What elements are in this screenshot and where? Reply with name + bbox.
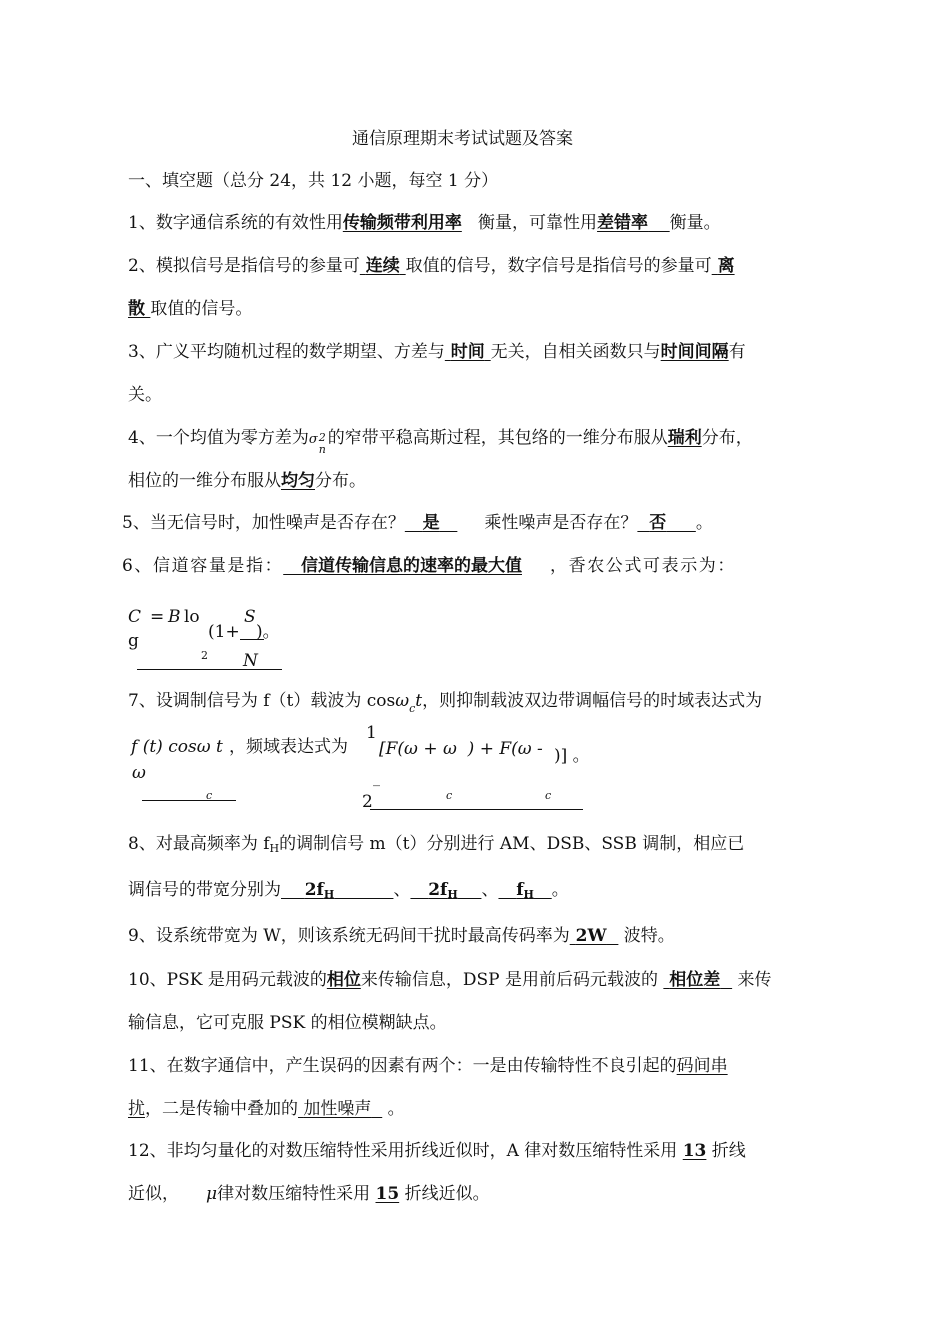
question-11-cont: 扰，二是传输中叠加的 加性噪声 。 xyxy=(128,1099,405,1119)
answer-5a: 是 xyxy=(422,513,440,533)
answer-2b: 离 xyxy=(717,256,735,276)
answer-10a: 相位 xyxy=(326,970,361,990)
answer-2a: 连续 xyxy=(365,256,400,276)
mu-symbol: μ xyxy=(206,1184,218,1204)
question-10-cont: 输信息，它可克服 PSK 的相位模糊缺点。 xyxy=(128,1013,447,1033)
section-heading: 一、填空题（总分 24，共 12 小题，每空 1 分） xyxy=(128,171,499,191)
question-10: 10、PSK 是用码元载波的相位来传输信息，DSP 是用前后码元载波的 相位差 来传 xyxy=(128,970,772,990)
answer-10b: 相位差 xyxy=(669,970,721,990)
document-page: 通信原理期末考试试题及答案 一、填空题（总分 24，共 12 小题，每空 1 分） 1、数字通信系统的有效性用传输频带利用率 衡量，可靠性用差错率 衡量。 2、模拟信号是指信号的参量可 连续 取值的信号，数字信号是指信号的参量可 离 散 取值的信号。 3、广义平均随机过程的数学期望、方差与 时间 无关，自相关函数只与时间间隔有 关。 4、一个均值为零方差为σ 2 n 的窄带平稳高斯过程，其包络的一维分布服从瑞利分布， 相位的一维分布服从均匀分布。 5、当无信号时，加性噪声是否存在？ 是 乘性噪声是否存在？ 否 。 6、信道容量是指： 信道传输信息的速率的最大值 ，香农公式可表示为： C = B lo g (1+ S )。 2 N 7、设调制信号为 f（t）载波为 cosω$_c$t，则抑制载波双边带调幅信号的时域表达式为 f (t) cosω t ，频域表达式为 ω c 1 _ 2 [F(ω + ω ) + F(ω - )] 。 c c 8、对最高频率为 fH的调制信号 m（t）分别进行 AM、DSB、SSB 调制，相应已 调信号的带宽分别为 2fH 、 2fH 、 fH 。 9、设系统带宽为 W，则该系统无码间干扰时最高传码率为 2W 波特。 10、PSK 是用码元载波的相位来传输信息，DSP 是用前后码元载波的 相位差 来传 输信息，它可克服 PSK 的相位模糊缺点。 11、在数字通信中，产生误码的因素有两个：一是由传输特性不良引起的码间串 扰，二是传输中叠加的 加性噪声 。 12、非均匀量化的对数压缩特性采用折线近似时，A 律对数压缩特性采用 13 折线 近似， μ律对数压缩特性采用 15 折线近似。 xyxy=(122,129,772,1204)
answer-12b: 15 xyxy=(375,1184,400,1204)
question-5: 5、当无信号时，加性噪声是否存在？ 是 乘性噪声是否存在？ 否 。 xyxy=(122,513,713,533)
question-8-cont: 调信号的带宽分别为 2fH 、 2fH 、 fH 。 xyxy=(128,880,569,901)
question-2: 2、模拟信号是指信号的参量可 连续 取值的信号，数字信号是指信号的参量可 离 xyxy=(128,256,735,276)
page-title: 通信原理期末考试试题及答案 xyxy=(352,129,573,149)
answer-6: 信道传输信息的速率的最大值 xyxy=(300,556,522,576)
question-4-cont: 相位的一维分布服从均匀分布。 xyxy=(128,471,366,491)
answer-8b: 2fH xyxy=(428,880,458,901)
question-6: 6、信道容量是指： 信道传输信息的速率的最大值 ，香农公式可表示为： xyxy=(122,556,736,576)
answer-3b: 时间间隔 xyxy=(660,342,729,362)
answer-5b: 否 xyxy=(649,513,667,533)
answer-1b: 差错率 xyxy=(597,213,649,233)
question-7: 7、设调制信号为 f（t）载波为 cosω$_c$t，则抑制载波双边带调幅信号的时域表达式为 xyxy=(128,691,763,715)
answer-11a: 码间串 xyxy=(676,1056,728,1076)
question-9: 9、设系统带宽为 W，则该系统无码间干扰时最高传码率为 2W 波特。 xyxy=(128,926,675,946)
question-2-cont: 散 取值的信号。 xyxy=(128,299,253,319)
question-8: 8、对最高频率为 fH的调制信号 m（t）分别进行 AM、DSB、SSB 调制，相应已 xyxy=(128,834,745,855)
question-3-cont: 关。 xyxy=(128,385,162,405)
answer-12a: 13 xyxy=(682,1141,707,1161)
sigma-symbol: σ xyxy=(308,432,318,447)
answer-9: 2W xyxy=(575,926,607,946)
question-11: 11、在数字通信中，产生误码的因素有两个：一是由传输特性不良引起的码间串 xyxy=(128,1056,728,1076)
question-12: 12、非均匀量化的对数压缩特性采用折线近似时，A 律对数压缩特性采用 13 折线 xyxy=(128,1141,746,1161)
answer-4b: 均匀 xyxy=(281,471,315,491)
answer-1a: 传输频带利用率 xyxy=(342,213,462,233)
answer-8c: fH xyxy=(516,880,534,901)
answer-3a: 时间 xyxy=(450,342,485,362)
question-1: 1、数字通信系统的有效性用传输频带利用率 衡量，可靠性用差错率 衡量。 xyxy=(128,213,721,233)
question-4: 4、一个均值为零方差为σ 2 n 的窄带平稳高斯过程，其包络的一维分布服从瑞利分布， xyxy=(128,428,753,456)
question-12-cont: 近似， μ律对数压缩特性采用 15 折线近似。 xyxy=(128,1184,490,1204)
question-3: 3、广义平均随机过程的数学期望、方差与 时间 无关，自相关函数只与时间间隔有 xyxy=(128,342,746,362)
answer-4a: 瑞利 xyxy=(667,428,702,448)
answer-8a: 2fH xyxy=(304,880,335,901)
answer-11b: 加性噪声 xyxy=(303,1099,372,1119)
